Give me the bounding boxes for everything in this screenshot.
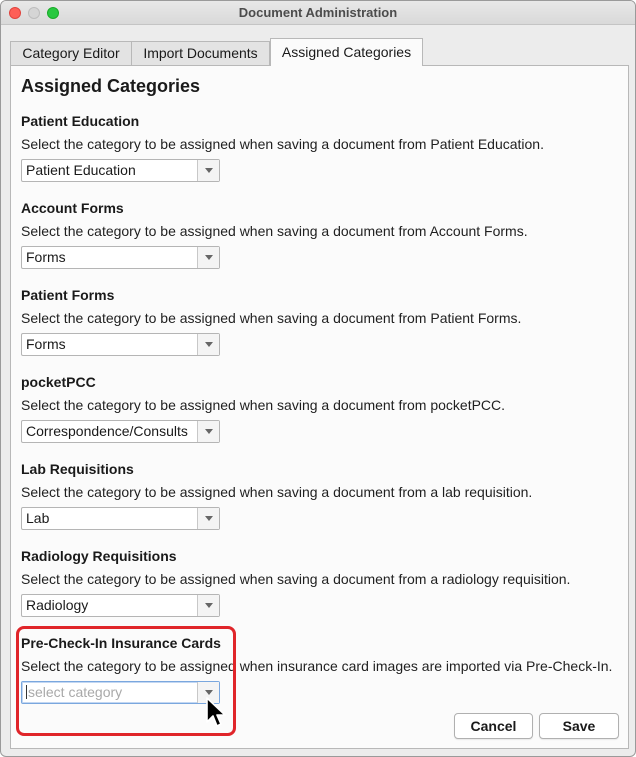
select-value: Forms <box>26 249 66 265</box>
title-bar <box>1 1 635 25</box>
chevron-down-icon[interactable] <box>197 160 219 181</box>
pocketpcc-category-select[interactable] <box>21 420 220 443</box>
radiology-requisitions-category-select[interactable] <box>21 594 220 617</box>
chevron-down-icon[interactable] <box>197 595 219 616</box>
section-description: Select the category to be assigned when saving a document from Patient Education. <box>21 136 544 152</box>
section-description: Select the category to be assigned when saving a document from pocketPCC. <box>21 397 506 413</box>
tab-import-documents[interactable]: Import Documents <box>131 41 270 66</box>
section-title: Lab Requisitions <box>21 461 134 477</box>
select-value: Forms <box>26 336 66 352</box>
section-description: Select the category to be assigned when saving a document from a radiology requisition. <box>21 571 571 587</box>
chevron-down-icon[interactable] <box>197 508 219 529</box>
text-caret <box>26 685 27 699</box>
section-patient-forms <box>21 285 621 356</box>
section-description: Select the category to be assigned when saving a document from Account Forms. <box>21 223 528 239</box>
panel-title: Assigned Categories <box>21 76 201 96</box>
section-patient-education <box>21 111 621 182</box>
section-title: Radiology Requisitions <box>21 548 177 564</box>
chevron-down-icon[interactable] <box>197 421 219 442</box>
mouse-pointer-icon <box>205 697 227 729</box>
select-value: Patient Education <box>26 162 136 178</box>
patient-forms-category-select[interactable] <box>21 333 220 356</box>
section-description: Select the category to be assigned when saving a document from Patient Forms. <box>21 310 522 326</box>
section-pocketpcc <box>21 372 621 443</box>
lab-requisitions-category-select[interactable] <box>21 507 220 530</box>
section-title: Pre-Check-In Insurance Cards <box>21 635 221 651</box>
tab-category-editor[interactable]: Category Editor <box>10 41 132 66</box>
assigned-categories-panel <box>10 65 629 749</box>
section-description: Select the category to be assigned when saving a document from a lab requisition. <box>21 484 533 500</box>
section-title: pocketPCC <box>21 374 96 390</box>
section-title: Patient Forms <box>21 287 115 303</box>
tab-assigned-categories[interactable]: Assigned Categories <box>270 38 423 66</box>
cancel-button[interactable]: Cancel <box>454 713 533 739</box>
select-placeholder: select category <box>28 684 123 700</box>
select-value: Lab <box>26 510 50 526</box>
section-title: Account Forms <box>21 200 124 216</box>
section-pre-check-in-insurance-cards <box>21 633 621 704</box>
account-forms-category-select[interactable] <box>21 246 220 269</box>
patient-education-category-select[interactable] <box>21 159 220 182</box>
save-button[interactable]: Save <box>539 713 619 739</box>
section-title: Patient Education <box>21 113 140 129</box>
window-title: Document Administration <box>238 5 398 20</box>
select-value <box>26 682 196 703</box>
select-value: Radiology <box>26 597 89 613</box>
section-description: Select the category to be assigned when insurance card images are imported via Pre-Check-In. <box>21 658 613 674</box>
insurance-cards-category-select[interactable] <box>21 681 220 704</box>
section-lab-requisitions <box>21 459 621 530</box>
chevron-down-icon[interactable] <box>197 247 219 268</box>
section-account-forms <box>21 198 621 269</box>
select-value: Correspondence/Consults <box>26 423 188 439</box>
section-radiology-requisitions <box>21 546 621 617</box>
chevron-down-icon[interactable] <box>197 334 219 355</box>
